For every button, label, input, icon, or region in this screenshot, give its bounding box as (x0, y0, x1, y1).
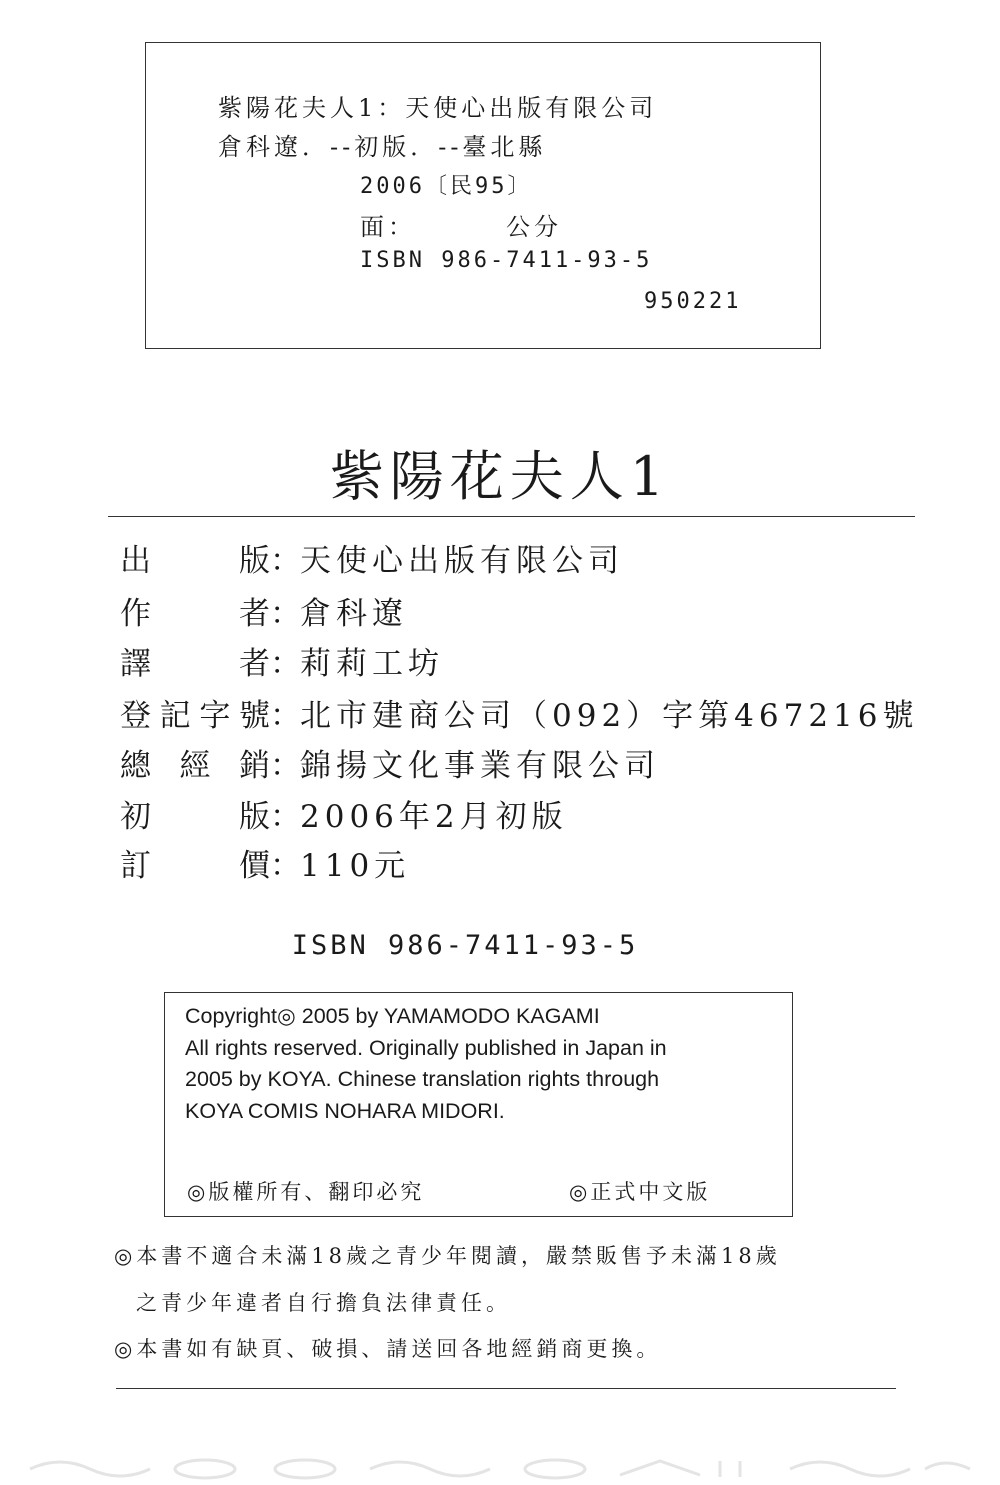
info-row (120, 588, 408, 632)
info-label-char: 版 (239, 798, 270, 835)
info-label-char: 者 (239, 645, 270, 682)
info-colon: ： (270, 697, 301, 734)
info-value: 2006年2月初版 (300, 798, 568, 835)
cip-line-4a: 面： (360, 213, 416, 241)
info-row (120, 791, 568, 835)
copyright-line: 2005 by KOYA. Chinese translation rights through (185, 1067, 660, 1091)
info-label-char: 號 (238, 697, 270, 734)
info-label (120, 840, 270, 885)
cip-box (145, 42, 821, 349)
info-label-char: 字 (199, 697, 231, 734)
info-label (120, 535, 270, 580)
info-value: 倉科遼 (300, 595, 408, 632)
info-label-char: 記 (159, 697, 191, 734)
info-colon: ： (270, 595, 301, 632)
notice-age-line-2: 之青少年違者自行擔負法律責任。 (136, 1291, 511, 1315)
info-colon: ： (270, 798, 301, 835)
info-label-char: 者 (239, 595, 270, 632)
info-row (120, 638, 444, 682)
copyright-text (185, 1001, 785, 1127)
info-label (120, 588, 270, 633)
info-value: 天使心出版有限公司 (300, 542, 624, 579)
official-edition: ◎正式中文版 (569, 1180, 711, 1204)
info-label-char: 價 (239, 847, 270, 884)
info-label-char: 銷 (239, 747, 270, 784)
cip-line-4b: 公分 (506, 213, 562, 241)
info-label-char: 出 (120, 542, 151, 579)
decorative-border (20, 1453, 980, 1483)
info-label-char: 訂 (120, 847, 151, 884)
cip-line-5: ISBN 986-7411-93-5 (360, 248, 653, 273)
notice-replacement: ◎本書如有缺頁、破損、請送回各地經銷商更換。 (114, 1337, 662, 1361)
info-label (120, 791, 270, 836)
info-label-char: 初 (120, 798, 151, 835)
info-value: 110元 (300, 847, 411, 884)
info-value: 錦揚文化事業有限公司 (300, 747, 660, 784)
cip-line-6: 950221 (644, 289, 742, 314)
copyright-line: Copyright◎ 2005 by YAMAMODO KAGAMI (185, 1004, 600, 1028)
info-label-char: 譯 (120, 645, 151, 682)
info-colon: ： (270, 747, 301, 784)
info-colon: ： (270, 542, 301, 579)
info-row (120, 535, 624, 579)
info-colon: ： (270, 847, 301, 884)
info-label (120, 638, 270, 683)
isbn: ISBN 986-7411-93-5 (291, 930, 639, 961)
info-label-char: 登 (120, 697, 151, 734)
title-rule (108, 516, 915, 517)
cip-line-1: 紫陽花夫人1：天使心出版有限公司 (218, 94, 658, 122)
info-row (120, 690, 919, 734)
info-label-char: 版 (239, 542, 270, 579)
cip-line-2: 倉科遼．--初版．--臺北縣 (218, 133, 547, 161)
info-row (120, 840, 410, 884)
copyright-box (164, 992, 793, 1217)
cip-line-3: 2006〔民95〕 (360, 174, 533, 199)
notice-age-line-1: ◎本書不適合未滿18歲之青少年閱讀，嚴禁販售予未滿18歲 (114, 1244, 781, 1268)
info-label-char: 作 (120, 595, 151, 632)
info-row (120, 740, 660, 784)
info-label (120, 690, 270, 735)
info-colon: ： (270, 645, 301, 682)
info-value: 北市建商公司（092）字第467216號 (300, 697, 919, 734)
info-label-char: 總 (120, 747, 151, 784)
rights-reserved: ◎版權所有、翻印必究 (187, 1180, 425, 1204)
book-title: 紫陽花夫人1 (329, 445, 671, 508)
copyright-line: KOYA COMIS NOHARA MIDORI. (185, 1098, 505, 1123)
info-value: 莉莉工坊 (300, 645, 444, 682)
info-label (120, 740, 270, 785)
info-label-char: 經 (179, 747, 211, 784)
copyright-line: All rights reserved. Originally published in Japan in (185, 1035, 667, 1060)
bottom-rule (116, 1388, 896, 1389)
